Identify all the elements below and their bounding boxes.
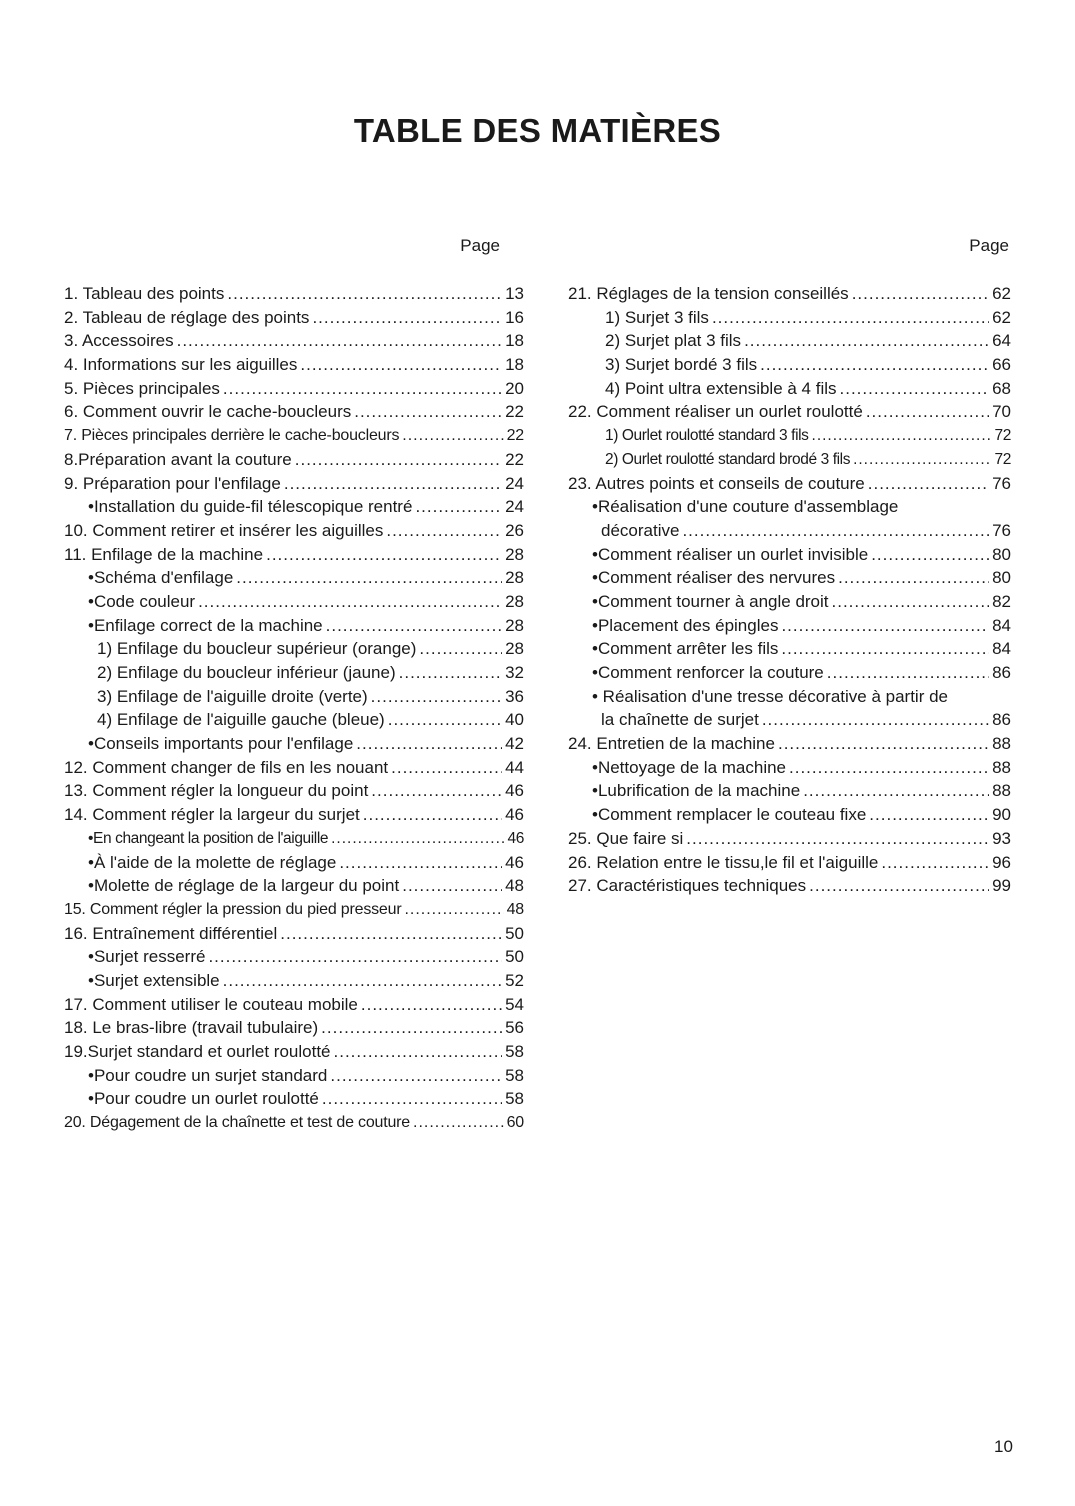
toc-entry-page: 64: [992, 331, 1011, 351]
toc-entry-label: 3. Accessoires: [64, 331, 174, 351]
toc-entry-label: 20. Dégagement de la chaînette et test de couture: [64, 1114, 410, 1132]
dot-leader: [331, 827, 504, 851]
toc-entry-label: •Comment réaliser des nervures: [592, 568, 836, 588]
dot-leader: [852, 282, 989, 306]
dot-leader: [326, 614, 502, 638]
toc-entry-label: 1. Tableau des points: [64, 284, 225, 303]
toc-entry-label: 12. Comment changer de fils en les nouant: [64, 757, 389, 777]
toc-entry-page: 90: [992, 805, 1011, 825]
toc-entry-page: 84: [992, 615, 1011, 635]
toc-entry-page: 60: [506, 1114, 524, 1132]
toc-entry: [568, 590, 1011, 614]
toc-entry-label: décorative: [601, 520, 680, 540]
toc-entry-page: 88: [992, 734, 1011, 754]
dot-leader: [354, 400, 502, 424]
dot-leader: [284, 472, 502, 496]
dot-leader: [866, 400, 989, 424]
toc-entry-page: 82: [992, 591, 1011, 611]
dot-leader: [295, 448, 502, 472]
toc-entry-label: •Surjet resserré: [88, 947, 206, 967]
dot-leader: [744, 329, 989, 353]
toc-entry-page: 48: [506, 900, 524, 918]
dot-leader: [391, 756, 502, 780]
toc-entry-page: 50: [505, 923, 524, 943]
toc-entry: [64, 803, 524, 827]
toc-entry-page: 62: [992, 284, 1011, 303]
toc-entry-label: •Comment tourner à angle droit: [592, 591, 829, 611]
toc-entry-page: 46: [505, 805, 524, 825]
dot-leader: [371, 779, 502, 803]
toc-entry-label: •Comment remplacer le couteau fixe: [592, 805, 867, 825]
dot-leader: [832, 590, 990, 614]
toc-entry: [568, 519, 1011, 543]
toc-entry: [568, 282, 1011, 306]
toc-entry: [568, 353, 1011, 377]
toc-entry-page: 66: [992, 355, 1011, 375]
toc-entry-label: •Installation du guide-fil télescopique rentré: [88, 497, 413, 517]
toc-entry-page: 86: [992, 710, 1011, 730]
toc-entry: [568, 543, 1011, 567]
toc-entry-label: 8.Préparation avant la couture: [64, 449, 292, 469]
toc-entry-page: 88: [992, 781, 1011, 801]
toc-entry-page: 58: [505, 1089, 524, 1109]
toc-entry: [64, 922, 524, 946]
toc-entry-label: 6. Comment ouvrir le cache-boucleurs: [64, 402, 352, 422]
toc-entry: [64, 708, 524, 732]
toc-entry: [64, 495, 524, 519]
toc-entry-label: 19.Surjet standard et ourlet roulotté: [64, 1042, 331, 1061]
toc-entry: [568, 874, 1011, 898]
toc-entry-label: 10. Comment retirer et insérer les aiguilles: [64, 520, 384, 540]
page-column-header: Page: [969, 236, 1009, 255]
toc-entry: [568, 614, 1011, 638]
toc-entry-label: • Réalisation d'une tresse décorative à partir de: [592, 686, 949, 706]
toc-entry-label: 1) Ourlet roulotté standard 3 fils: [605, 427, 809, 445]
dot-leader: [198, 590, 502, 614]
toc-entry: [64, 306, 524, 330]
toc-entry: [568, 779, 1011, 803]
toc-entry-label: 26. Relation entre le tissu,le fil et l'aiguille: [568, 852, 879, 872]
toc-entry-label: •Schéma d'enfilage: [88, 568, 234, 588]
toc-entry-label: 1) Enfilage du boucleur supérieur (orange): [97, 639, 417, 659]
toc-entry-page: 54: [505, 994, 524, 1014]
dot-leader: [869, 803, 989, 827]
toc-entry: [568, 803, 1011, 827]
toc-entry-label: 2) Enfilage du boucleur inférieur (jaune): [97, 663, 396, 682]
toc-entry: [64, 685, 524, 709]
toc-entry-label: 2) Surjet plat 3 fils: [605, 331, 742, 351]
toc-entry-page: 70: [992, 402, 1011, 422]
toc-entry-page: 86: [992, 663, 1011, 682]
dot-leader: [322, 1087, 502, 1111]
toc-entry: [64, 732, 524, 756]
toc-entry: [568, 851, 1011, 875]
dot-leader: [177, 329, 502, 353]
toc-entry: [64, 424, 524, 448]
dot-leader: [339, 851, 502, 875]
toc-entry-page: 32: [505, 663, 524, 682]
toc-entry: [64, 661, 524, 685]
dot-leader: [236, 566, 502, 590]
toc-entry: [64, 874, 524, 898]
toc-entry-label: 9. Préparation pour l'enfilage: [64, 473, 281, 493]
toc-entry: [64, 353, 524, 377]
toc-entry-page: 22: [506, 427, 524, 445]
toc-entry-label: 4) Enfilage de l'aiguille gauche (bleue): [97, 710, 385, 730]
toc-entry-page: 93: [992, 828, 1011, 848]
toc-entry-label: •En changeant la position de l'aiguille: [88, 829, 329, 847]
toc-entry-label: 14. Comment régler la largeur du surjet: [64, 805, 360, 825]
toc-entry-label: 4. Informations sur les aiguilles: [64, 355, 298, 375]
toc-entry: [64, 945, 524, 969]
toc-entry-label: •Molette de réglage de la largeur du point: [88, 876, 400, 896]
toc-entry: [568, 756, 1011, 780]
toc-entry: [64, 993, 524, 1017]
toc-entry-label: •Comment arrêter les fils: [592, 639, 779, 659]
toc-entry-page: 18: [505, 331, 524, 351]
dot-leader: [881, 851, 989, 875]
toc-entry-page: 88: [992, 757, 1011, 777]
dot-leader: [371, 685, 502, 709]
dot-leader: [682, 519, 989, 543]
toc-entry-label: 4) Point ultra extensible à 4 fils: [605, 378, 837, 398]
toc-entry-page: 16: [505, 307, 524, 327]
dot-leader: [266, 543, 502, 567]
toc-entry-page: 28: [505, 568, 524, 588]
toc-entry: [568, 448, 1011, 472]
toc-entry: [64, 566, 524, 590]
toc-entry: [568, 377, 1011, 401]
toc-entry-page: 68: [992, 378, 1011, 398]
toc-entry: [64, 1064, 524, 1088]
toc-entry-page: 28: [505, 639, 524, 659]
toc-entry-page: 28: [505, 591, 524, 611]
toc-entry-page: 76: [992, 473, 1011, 493]
toc-entry-label: •Code couleur: [88, 591, 196, 611]
toc-entry-page: 22: [505, 449, 524, 469]
toc-column-left: [64, 236, 524, 1135]
dot-leader: [803, 779, 989, 803]
toc-entry: [568, 685, 1011, 709]
toc-entry-label: 13. Comment régler la longueur du point: [64, 781, 369, 801]
toc-entry: [64, 898, 524, 922]
dot-leader: [415, 495, 502, 519]
toc-entry: [568, 661, 1011, 685]
toc-entry-label: 3) Enfilage de l'aiguille droite (verte): [97, 686, 368, 706]
toc-entry-page: 72: [994, 450, 1011, 468]
toc-entry-label: •Réalisation d'une couture d'assemblage: [592, 497, 899, 517]
toc-entry-page: 84: [992, 639, 1011, 659]
toc-entry-page: 28: [505, 544, 524, 564]
toc-entry-label: •Enfilage correct de la machine: [88, 615, 323, 635]
dot-leader: [712, 306, 989, 330]
toc-column-right: [568, 236, 1011, 898]
toc-entry-label: 1) Surjet 3 fils: [605, 307, 709, 327]
toc-entry: [568, 732, 1011, 756]
dot-leader: [778, 732, 989, 756]
toc-entry-page: 48: [505, 876, 524, 896]
toc-entry: [64, 1016, 524, 1040]
toc-entry: [64, 282, 524, 306]
toc-entry: [64, 1087, 524, 1111]
toc-entry-page: 46: [505, 852, 524, 872]
toc-entry: [64, 756, 524, 780]
toc-entry-page: 58: [505, 1042, 524, 1061]
dot-leader: [686, 827, 989, 851]
dot-leader: [812, 424, 992, 448]
dot-leader: [404, 898, 503, 922]
dot-leader: [419, 637, 502, 661]
dot-leader: [871, 543, 989, 567]
toc-entry-page: 58: [505, 1065, 524, 1085]
toc-entry-label: •Lubrification de la machine: [592, 781, 801, 801]
toc-entry: [64, 614, 524, 638]
dot-leader: [208, 945, 502, 969]
toc-entry: [64, 851, 524, 875]
toc-entry: [568, 495, 1011, 519]
toc-entry-page: 96: [992, 852, 1011, 872]
toc-entry-page: 40: [505, 710, 524, 730]
toc-entry-label: 2) Ourlet roulotté standard brodé 3 fils: [605, 450, 851, 468]
toc-entry-page: 13: [505, 284, 524, 303]
toc-entry-label: •Nettoyage de la machine: [592, 757, 787, 777]
toc-entry: [64, 590, 524, 614]
toc-entry: [64, 472, 524, 496]
dot-leader: [330, 1064, 502, 1088]
toc-entry-page: 52: [505, 970, 524, 990]
toc-list-right: [568, 282, 1011, 898]
toc-entry-page: 80: [992, 544, 1011, 564]
dot-leader: [300, 353, 502, 377]
toc-entry-page: 24: [505, 497, 524, 517]
toc-entry: [64, 969, 524, 993]
toc-entry-page: 76: [992, 520, 1011, 540]
toc-entry: [64, 329, 524, 353]
toc-entry: [64, 448, 524, 472]
toc-entry: [568, 708, 1011, 732]
toc-entry: [64, 637, 524, 661]
toc-entry-label: 22. Comment réaliser un ourlet roulotté: [568, 402, 863, 422]
toc-entry-page: 62: [992, 307, 1011, 327]
toc-entry-label: 17. Comment utiliser le couteau mobile: [64, 994, 358, 1014]
dot-leader: [388, 708, 502, 732]
toc-entry-page: 72: [994, 427, 1011, 445]
toc-entry-label: 16. Entraînement différentiel: [64, 923, 278, 943]
toc-entry: [64, 1040, 524, 1064]
dot-leader: [413, 1111, 504, 1135]
toc-entry: [64, 1111, 524, 1135]
toc-entry-page: 42: [505, 734, 524, 754]
dot-leader: [386, 519, 502, 543]
toc-entry-label: 24. Entretien de la machine: [568, 734, 775, 754]
page-column-header: Page: [460, 236, 500, 255]
dot-leader: [227, 282, 502, 306]
toc-entry: [568, 472, 1011, 496]
dot-leader: [762, 708, 989, 732]
toc-entry: [568, 400, 1011, 424]
toc-entry-page: 24: [505, 473, 524, 493]
dot-leader: [223, 377, 502, 401]
page-number: 10: [994, 1437, 1013, 1456]
toc-list-left: [64, 282, 524, 1135]
dot-leader: [356, 732, 502, 756]
toc-entry-label: •Pour coudre un surjet standard: [88, 1065, 328, 1085]
dot-leader: [838, 566, 989, 590]
toc-entry-label: 11. Enfilage de la machine: [64, 544, 264, 564]
toc-entry: [568, 306, 1011, 330]
dot-leader: [223, 969, 502, 993]
toc-entry: [64, 543, 524, 567]
dot-leader: [840, 377, 990, 401]
dot-leader: [868, 472, 989, 496]
toc-entry-page: 26: [505, 520, 524, 540]
dot-leader: [827, 661, 989, 685]
dot-leader: [334, 1040, 503, 1064]
toc-entry-label: 3) Surjet bordé 3 fils: [605, 355, 758, 375]
toc-entry-page: 46: [505, 781, 524, 801]
toc-entry-page: 80: [992, 568, 1011, 588]
toc-entry-label: 25. Que faire si: [568, 828, 684, 848]
toc-entry-label: 7. Pièces principales derrière le cache-boucleurs: [64, 427, 400, 445]
dot-leader: [361, 993, 502, 1017]
toc-entry-label: 23. Autres points et conseils de couture: [568, 473, 865, 493]
dot-leader: [280, 922, 502, 946]
toc-entry-label: la chaînette de surjet: [601, 710, 759, 730]
toc-entry-label: •Conseils importants pour l'enfilage: [88, 734, 354, 754]
toc-entry: [64, 519, 524, 543]
dot-leader: [760, 353, 989, 377]
toc-entry-page: 56: [505, 1018, 524, 1038]
toc-entry-page: 28: [505, 615, 524, 635]
dot-leader: [402, 424, 503, 448]
toc-entry-label: •Surjet extensible: [88, 970, 220, 990]
toc-entry-label: •Placement des épingles: [592, 615, 779, 635]
toc-entry: [568, 424, 1011, 448]
toc-entry-label: 15. Comment régler la pression du pied presseur: [64, 900, 402, 918]
toc-entry: [64, 779, 524, 803]
toc-entry-page: 44: [505, 757, 524, 777]
toc-entry: [568, 827, 1011, 851]
toc-entry: [64, 400, 524, 424]
toc-entry-page: 20: [505, 378, 524, 398]
toc-entry-page: 22: [505, 402, 524, 422]
toc-entry-label: 5. Pièces principales: [64, 378, 220, 398]
toc-entry: [568, 329, 1011, 353]
toc-entry-label: 27. Caractéristiques techniques: [568, 876, 807, 896]
toc-entry: [64, 377, 524, 401]
toc-entry: [568, 637, 1011, 661]
dot-leader: [312, 306, 502, 330]
toc-entry-label: •Pour coudre un ourlet roulotté: [88, 1089, 319, 1109]
toc-entry-page: 18: [505, 355, 524, 375]
dot-leader: [363, 803, 502, 827]
dot-leader: [402, 874, 502, 898]
toc-entry-page: 36: [505, 686, 524, 706]
toc-entry-page: 46: [507, 829, 524, 847]
toc-entry-label: •Comment réaliser un ourlet invisible: [592, 544, 869, 564]
dot-leader: [399, 661, 502, 685]
page-title: TABLE DES MATIÈRES: [353, 112, 722, 149]
dot-leader: [809, 874, 989, 898]
toc-entry-label: 18. Le bras-libre (travail tubulaire): [64, 1018, 319, 1038]
toc-entry-label: •À l'aide de la molette de réglage: [88, 852, 337, 872]
toc-entry-label: 21. Réglages de la tension conseillés: [568, 284, 849, 303]
toc-entry-label: •Comment renforcer la couture: [592, 663, 824, 682]
toc-entry-label: 2. Tableau de réglage des points: [64, 307, 310, 327]
toc-entry: [568, 566, 1011, 590]
toc-entry-page: 50: [505, 947, 524, 967]
dot-leader: [789, 756, 989, 780]
dot-leader: [781, 614, 989, 638]
dot-leader: [781, 637, 989, 661]
dot-leader: [853, 448, 991, 472]
toc-entry-page: 99: [992, 876, 1011, 896]
toc-entry: [64, 827, 524, 851]
dot-leader: [321, 1016, 502, 1040]
